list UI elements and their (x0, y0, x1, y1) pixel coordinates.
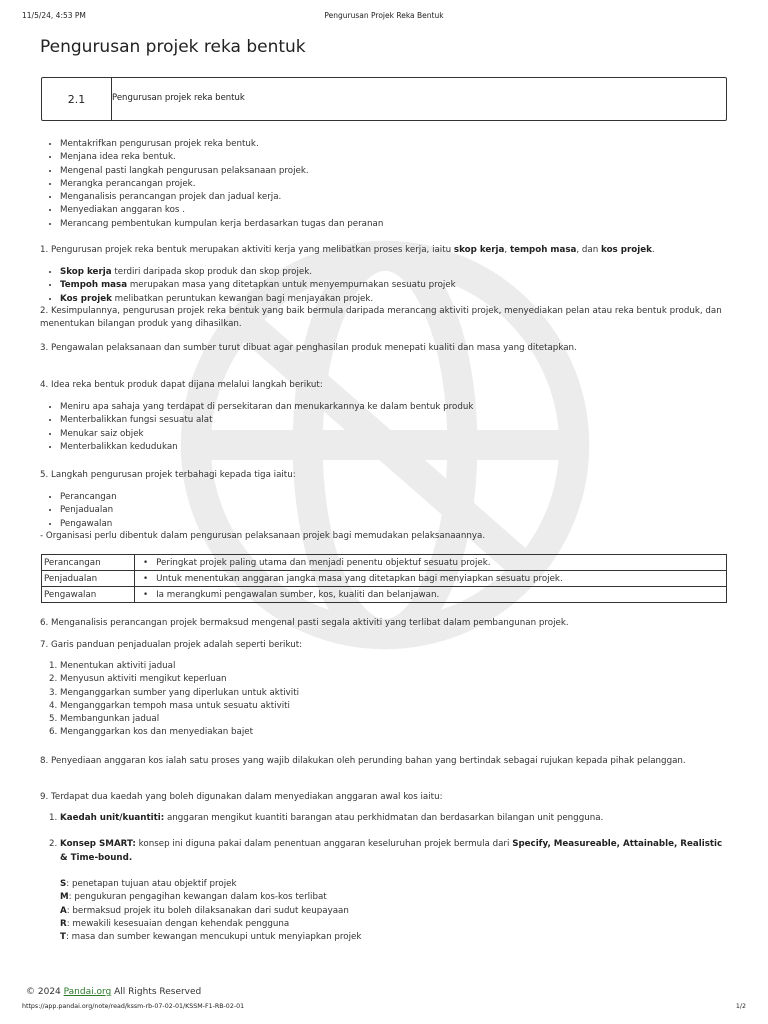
list-item: • Pengawalan (60, 518, 730, 531)
item-desc: merupakan masa yang ditetapkan untuk menyempurnakan sesuatu projek (127, 280, 456, 291)
list-item: • Merangka perancangan projek. (60, 178, 730, 191)
page-title: Pengurusan projek reka bentuk (40, 37, 306, 57)
term-kos-projek: kos projek (601, 245, 652, 255)
stage-desc-cell (135, 571, 727, 587)
term-tempoh-masa: tempoh masa (509, 245, 577, 255)
separator: . (651, 245, 655, 255)
list-item (60, 812, 730, 825)
topic-title: Pengurusan projek reka bentuk (112, 93, 245, 103)
paragraph-4-list (40, 401, 730, 454)
stage-desc: Ia merangkumi pengawalan sumber, kos, kualiti dan belanjawan. (156, 589, 440, 600)
list-item: 3. Menganggarkan sumber yang diperlukan untuk aktiviti (60, 687, 730, 700)
smart-letter: R (60, 918, 67, 929)
rights-text: All Rights Reserved (111, 987, 202, 997)
method-term: Konsep SMART: (60, 839, 136, 850)
item-term: Tempoh masa (60, 280, 128, 291)
stage-name: Penjadualan (42, 571, 135, 587)
list-item: • Menganalisis perancangan projek dan jadual kerja. (60, 191, 730, 204)
smart-line (60, 931, 720, 944)
smart-text: : bermaksud projek itu boleh dilaksanakan dari sudut keupayaan (66, 905, 349, 916)
table-row (42, 571, 727, 587)
term-skop-kerja: skop kerja (453, 245, 505, 255)
list-item (60, 279, 730, 292)
method-desc: konsep ini diguna pakai dalam penentuan anggaran keseluruhan projek bermula dari (135, 839, 513, 850)
list-item: • Mengenal pasti langkah pengurusan pelaksanaan projek. (60, 165, 730, 178)
print-url: https://app.pandai.org/note/read/kssm-rb-07-02-01/KSSM-F1-RB-02-01 (22, 1003, 245, 1010)
paragraph-7: 7. Garis panduan penjadualan projek adalah seperti berikut: (40, 640, 303, 650)
stage-desc-cell (135, 587, 727, 603)
method-desc: anggaran mengikut kuantiti barangan atau perkhidmatan dan berdasarkan bilangan unit pengguna. (164, 813, 604, 823)
smart-expansion: Specify, Measureable, Attainable, Realistic & Time-bound. (60, 839, 723, 863)
item-term: Skop kerja (60, 267, 112, 277)
list-item: • Menyediakan anggaran kos . (60, 204, 730, 217)
stage-name: Perancangan (42, 555, 135, 571)
list-item: 2. Menyusun aktiviti mengikut keperluan (60, 673, 730, 686)
smart-text: : penetapan tujuan atau objektif projek (66, 879, 237, 889)
separator: , dan (576, 245, 602, 255)
smart-letter: T (60, 932, 66, 943)
paragraph-3: 3. Pengawalan pelaksanaan dan sumber turut dibuat agar penghasilan produk menepati kualiti dan masa yang ditetapkan. (40, 343, 577, 353)
stage-desc: Untuk menentukan anggaran jangka masa yang ditetapkan bagi menyiapkan sesuatu projek. (156, 573, 563, 584)
bullet-icon: • (143, 557, 149, 568)
list-item: 5. Membangunkan jadual (60, 713, 730, 726)
paragraph-9-list (40, 812, 730, 865)
print-header-title: Pengurusan Projek Reka Bentuk (324, 11, 444, 20)
table-row (42, 587, 727, 603)
smart-definitions (60, 878, 720, 944)
smart-text: : mewakili kesesuaian dengan kehendak pengguna (66, 918, 290, 929)
stage-name: Pengawalan (42, 587, 135, 603)
table-row (42, 555, 727, 571)
paragraph-4: 4. Idea reka bentuk produk dapat dijana melalui langkah berikut: (40, 380, 323, 390)
paragraph-8: 8. Penyediaan anggaran kos ialah satu proses yang wajib dilakukan oleh perunding bahan yang bertindak sebagai rujukan kepada pihak pelanggan. (40, 756, 686, 766)
copyright-text: © 2024 (26, 987, 64, 997)
objectives-list (40, 138, 730, 231)
paragraph-5: 5. Langkah pengurusan projek terbahagi kepada tiga iaitu: (40, 470, 296, 480)
topic-header-box (41, 77, 727, 121)
item-desc: melibatkan peruntukan kewangan bagi menjayakan projek. (111, 293, 374, 304)
bullet-icon: • (143, 589, 149, 600)
paragraph-9: 9. Terdapat dua kaedah yang boleh digunakan dalam menyediakan anggaran awal kos iaitu: (40, 792, 443, 802)
list-item: • Meniru apa sahaja yang terdapat di persekitaran dan menukarkannya ke dalam bentuk produk (60, 401, 730, 414)
paragraph-2: 2. Kesimpulannya, pengurusan projek reka bentuk yang baik bermula daripada merancang aktiviti projek, menyediakan pelan atau reka bentuk produk, dan menentukan bilangan produk yang dihasilkan. (40, 306, 722, 330)
print-date: 11/5/24, 4:53 PM (22, 11, 86, 20)
list-item: • Mentakrifkan pengurusan projek reka bentuk. (60, 138, 730, 151)
paragraph-5-list (40, 491, 730, 531)
smart-line (60, 905, 720, 918)
bullet-icon: • (143, 573, 149, 584)
paragraph-1-list (40, 266, 730, 306)
list-item: • Perancangan (60, 491, 730, 504)
stages-table (41, 554, 727, 603)
paragraph-5-note: - Organisasi perlu dibentuk dalam pengurusan pelaksanaan projek bagi memudakan pelaksanaannya. (40, 531, 486, 541)
paragraph-6: 6. Menganalisis perancangan projek bermaksud mengenal pasti segala aktiviti yang terlibat dalam pembangunan projek. (40, 618, 569, 628)
smart-line (60, 878, 720, 891)
list-item (60, 266, 730, 279)
smart-line (60, 918, 720, 931)
list-item: 4. Menganggarkan tempoh masa untuk sesuatu aktiviti (60, 700, 730, 713)
list-item: 6. Menganggarkan kos dan menyediakan bajet (60, 726, 730, 739)
list-item: • Penjadualan (60, 504, 730, 517)
pandai-link[interactable]: Pandai.org (63, 987, 112, 997)
paragraph-1 (40, 244, 730, 257)
smart-letter: M (60, 892, 69, 903)
smart-letter: A (60, 905, 67, 916)
list-item: • Merancang pembentukan kumpulan kerja berdasarkan tugas dan peranan (60, 218, 730, 231)
stage-desc: Peringkat projek paling utama dan menjadi penentu objektuf sesuatu projek. (156, 557, 491, 568)
separator: , (504, 245, 510, 255)
smart-text: : pengukuran pengagihan kewangan dalam kos-kos terlibat (68, 892, 327, 903)
list-item: • Menterbalikkan fungsi sesuatu alat (60, 414, 730, 427)
list-item (60, 293, 730, 306)
item-term: Kos projek (60, 293, 112, 304)
smart-line (60, 891, 720, 904)
smart-text: : masa dan sumber kewangan mencukupi untuk menyiapkan projek (65, 932, 362, 943)
stage-desc-cell (135, 555, 727, 571)
paragraph-text: 1. Pengurusan projek reka bentuk merupakan aktiviti kerja yang melibatkan proses kerja, iaitu (40, 245, 454, 255)
paragraph-7-list (40, 660, 730, 740)
objectives-section (40, 138, 730, 231)
item-desc: terdiri daripada skop produk dan skop projek. (111, 267, 313, 277)
page-number: 1/2 (735, 1003, 746, 1010)
list-item: • Menterbalikkan kedudukan (60, 441, 730, 454)
topic-number: 2.1 (42, 78, 112, 120)
site-footer (26, 987, 201, 997)
list-item: • Menjana idea reka bentuk. (60, 151, 730, 164)
method-term: Kaedah unit/kuantiti: (60, 813, 165, 823)
list-item: • Menukar saiz objek (60, 428, 730, 441)
list-item: 1. Menentukan aktiviti jadual (60, 660, 730, 673)
list-item (60, 838, 730, 865)
smart-letter: S (60, 879, 67, 889)
